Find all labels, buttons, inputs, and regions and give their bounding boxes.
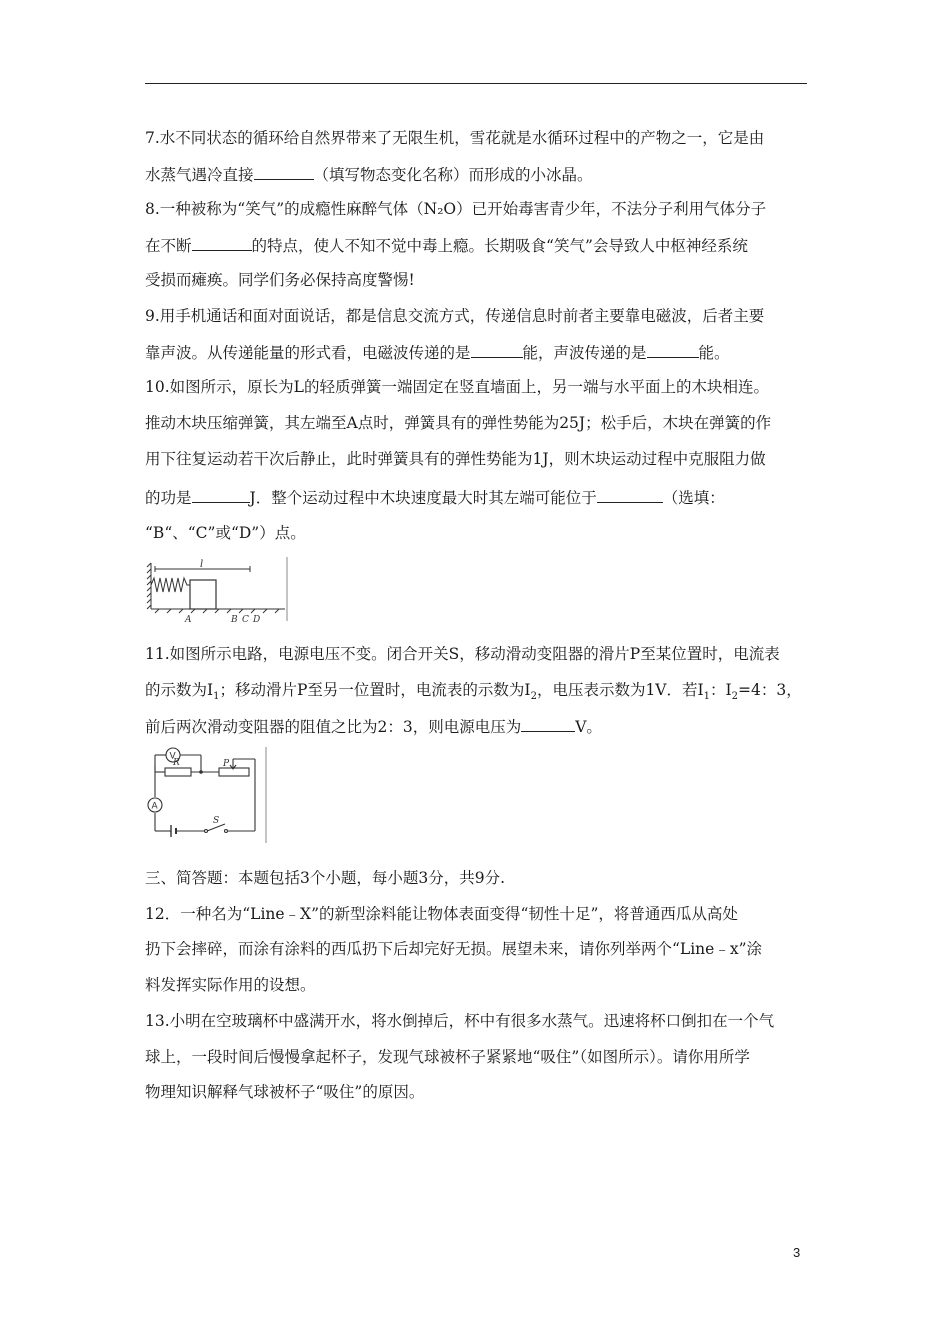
q11-text: 前后两次滑动变阻器的阻值之比为2：3，则电源电压为 bbox=[145, 718, 522, 736]
q8-answer-blank[interactable] bbox=[192, 235, 252, 251]
q11-text-e: =4：3， bbox=[738, 681, 802, 699]
q11-text-c: ，电压表示数为1V．若I bbox=[536, 681, 704, 699]
length-label-l: l bbox=[200, 559, 204, 570]
subscript-1: 1 bbox=[213, 691, 220, 703]
q13-line-3: 物理知识解释气球被杯子“吸住”的原因。 bbox=[145, 1083, 425, 1101]
point-label-d: D bbox=[253, 615, 261, 625]
q7-text: 水蒸气遇冷直接 bbox=[145, 166, 254, 184]
q10-line-5: “B“、“C”或“D”）点。 bbox=[145, 524, 306, 542]
q12-line-3: 料发挥实际作用的设想。 bbox=[145, 976, 316, 994]
circuit-figure bbox=[145, 745, 270, 845]
q7-line-1: 7.水不同状态的循环给自然界带来了无限生机，雪花就是水循环过程中的产物之一，它是由 bbox=[145, 129, 765, 147]
q12-line-1: 12．一种名为“Line﹣X”的新型涂料能让物体表面变得“韧性十足”，将普通西瓜从高处 bbox=[145, 905, 738, 923]
q8-line-1: 8.一种被称为“笑气”的成瘾性麻醉气体（N₂O）已开始毒害青少年，不法分子利用气体分子 bbox=[145, 200, 767, 218]
section-3-heading: 三、简答题：本题包括3个小题，每小题3分，共9分. bbox=[145, 869, 506, 887]
q9-answer-blank-1[interactable] bbox=[471, 342, 523, 358]
q11-line-1: 11.如图所示电路，电源电压不变。闭合开关S，移动滑动变阻器的滑片P至某位置时，电流表 bbox=[145, 645, 780, 663]
q11-line-3 bbox=[145, 716, 602, 737]
q10-line-3: 用下往复运动若干次后静止，此时弹簧具有的弹性势能为1J，则木块运动过程中克服阻力做 bbox=[145, 450, 766, 468]
q10-text-tail: （选填： bbox=[662, 489, 725, 507]
resistor-label-r: R bbox=[173, 758, 180, 768]
point-label-a: A bbox=[185, 615, 192, 625]
page-number: 3 bbox=[793, 1245, 801, 1260]
q10-text-mid: J．整个运动过程中木块速度最大时其左端可能位于 bbox=[249, 489, 597, 507]
switch-label-s: S bbox=[213, 816, 220, 826]
q8-line-2 bbox=[145, 235, 748, 256]
ammeter-label: A bbox=[151, 801, 158, 812]
q11-line-2 bbox=[145, 680, 802, 707]
q11-answer-blank[interactable] bbox=[521, 716, 575, 732]
q13-line-2: 球上，一段时间后慢慢拿起杯子，发现气球被杯子紧紧地“吸住”（如图所示）。请你用所学 bbox=[145, 1048, 750, 1066]
point-label-b: B bbox=[231, 615, 238, 625]
q10-answer-blank-1[interactable] bbox=[192, 487, 250, 503]
q13-line-1: 13.小明在空玻璃杯中盛满开水，将水倒掉后，杯中有很多水蒸气。迅速将杯口倒扣在一个气 bbox=[145, 1012, 775, 1030]
subscript-2: 2 bbox=[530, 691, 537, 703]
q11-text-a: 的示数为I bbox=[145, 681, 214, 699]
q9-text-mid: 能，声波传递的是 bbox=[522, 344, 647, 362]
point-label-c: C bbox=[242, 615, 249, 625]
q10-text: 的功是 bbox=[145, 489, 192, 507]
q8-text-tail: 的特点，使人不知不觉中毒上瘾。长期吸食“笑气”会导致人中枢神经系统 bbox=[251, 237, 748, 255]
q7-text-tail: （填写物态变化名称）而形成的小冰晶。 bbox=[313, 166, 593, 184]
q10-line-2: 推动木块压缩弹簧，其左端至A点时，弹簧具有的弹性势能为25J；松手后，木块在弹簧的作 bbox=[145, 414, 772, 432]
q8-text: 在不断 bbox=[145, 237, 192, 255]
q9-answer-blank-2[interactable] bbox=[647, 342, 699, 358]
q7-answer-blank[interactable] bbox=[254, 164, 314, 180]
q9-line-1: 9.用手机通话和面对面说话，都是信息交流方式，传递信息时前者主要靠电磁波，后者主要 bbox=[145, 307, 765, 325]
q9-line-2 bbox=[145, 342, 730, 363]
q9-text-tail: 能。 bbox=[698, 344, 730, 362]
slider-label-p: P bbox=[223, 759, 230, 769]
voltmeter-label: V bbox=[169, 751, 176, 762]
q11-text-d: ：I bbox=[710, 681, 732, 699]
header-rule bbox=[145, 83, 807, 84]
q7-line-2 bbox=[145, 164, 593, 185]
q10-line-1: 10.如图所示，原长为L的轻质弹簧一端固定在竖直墙面上，另一端与水平面上的木块相连。 bbox=[145, 378, 769, 396]
q11-text-tail: V。 bbox=[575, 718, 602, 736]
q8-line-3: 受损而瘫痪。同学们务必保持高度警惕! bbox=[145, 271, 415, 289]
q9-text: 靠声波。从传递能量的形式看，电磁波传递的是 bbox=[145, 344, 471, 362]
q11-text-b: ；移动滑片P至另一位置时，电流表的示数为I bbox=[219, 681, 531, 699]
subscript-2b: 2 bbox=[731, 691, 738, 703]
q10-line-4 bbox=[145, 487, 725, 508]
spring-block-figure bbox=[145, 555, 295, 625]
q12-line-2: 扔下会摔碎，而涂有涂料的西瓜扔下后却完好无损。展望未来，请你列举两个“Line﹣x”涂 bbox=[145, 940, 762, 958]
q10-answer-blank-2[interactable] bbox=[597, 487, 663, 503]
subscript-1b: 1 bbox=[703, 691, 710, 703]
